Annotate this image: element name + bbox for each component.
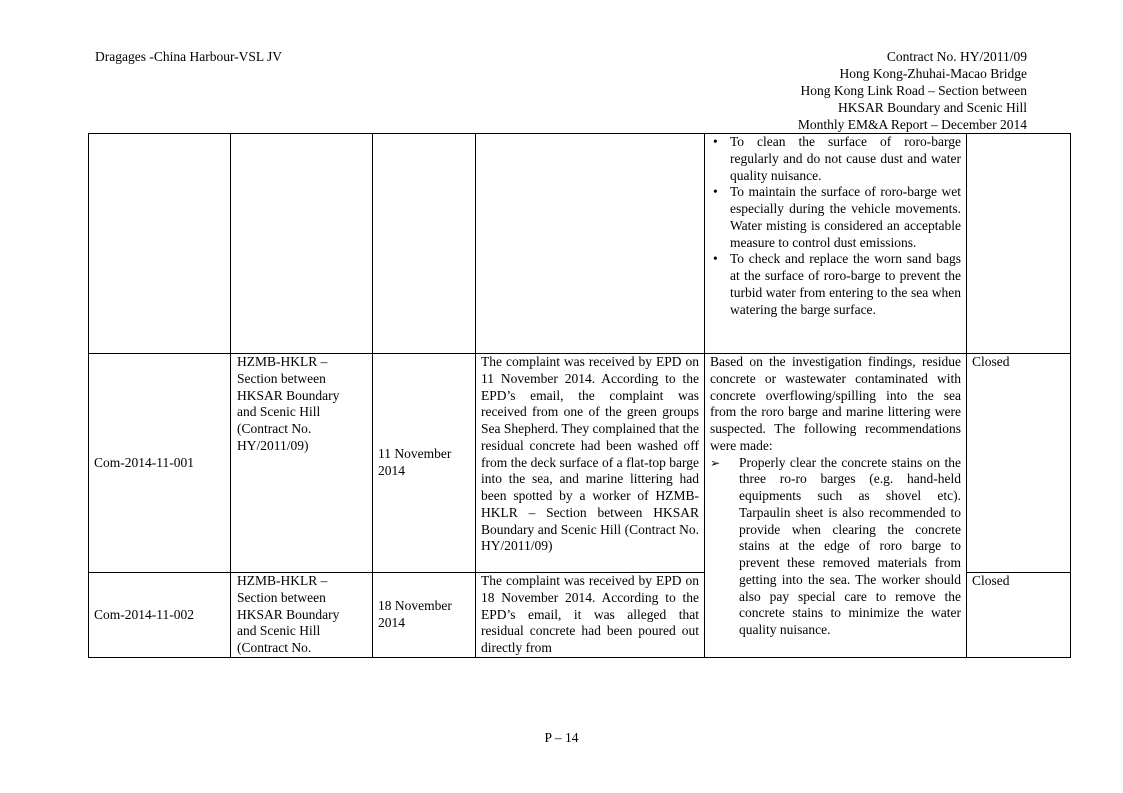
investigation-findings-cell [705,354,967,658]
empty-cell [373,134,476,354]
header-contract-info [798,49,1027,134]
empty-cell [967,134,1071,354]
action-text: To maintain the surface of roro-barge wet especially during the vehicle movements. Water misting is considered an acceptable measure to control dust emissions. [730,184,961,250]
header-contract-number: Contract No. HY/2011/09 [886,49,1027,64]
bullet-icon: • [713,184,718,200]
recommendations-list [710,455,961,639]
header-project-name: Hong Kong-Zhuhai-Macao Bridge [839,65,1027,81]
bullet-icon: • [713,251,718,267]
project-cell: HZMB-HKLR – Section between HKSAR Boundary and Scenic Hill (Contract No. HY/2011/09) [231,354,373,573]
header-section-line2: HKSAR Boundary and Scenic Hill [838,99,1027,115]
description-cell: The complaint was received by EPD on 11 November 2014. According to the EPD’s email, the complaint was received from one of the green groups Sea Shepherd. They complained that the residual concrete had been washed off from the deck surface of a flat-top barge into the sea, and marine littering had been spotted by a worker of HZMB-HKLR – Section between HKSAR Boundary and Scenic Hill (Contract No. HY/2011/09) [476,354,705,573]
complaint-id-cell: Com-2014-11-001 [89,354,231,573]
date-cell: 11 November 2014 [373,354,476,573]
empty-cell [89,134,231,354]
list-item [710,184,961,251]
bullet-icon: • [713,134,718,149]
status-cell: Closed [967,573,1071,658]
arrowhead-bullet-icon: ➢ [710,455,721,470]
list-item [710,251,961,318]
status-cell: Closed [967,354,1071,573]
findings-intro: Based on the investigation findings, residue concrete or wastewater contaminated with concrete overflowing/spilling into the sea from the roro barge and marine littering were suspected. The following recommendations were made: [710,354,961,453]
follow-up-actions-list [710,134,961,318]
date-cell: 18 November 2014 [373,573,476,658]
action-text: To clean the surface of roro-barge regularly and do not cause dust and water quality nuisance. [730,134,961,183]
empty-cell [476,134,705,354]
empty-cell [231,134,373,354]
header-section-line1: Hong Kong Link Road – Section between [800,82,1027,98]
recommendation-text: Properly clear the concrete stains on the three ro-ro barges (e.g. hand-held equipments such as shovel etc). Tarpaulin sheet is also recommended to provide when clearing the concrete stains at the edge of roro barge to prevent these removed materials from getting into the sea. The worker should also pay special care to remove the concrete stains to minimize the water quality nuisance. [739,454,961,637]
action-text: To check and replace the worn sand bags at the surface of roro-barge to prevent the turbid water from entering to the sea when watering the barge surface. [730,251,961,317]
description-cell: The complaint was received by EPD on 18 November 2014. According to the EPD’s email, it was alleged that residual concrete had been poured out directly from [476,573,705,658]
complaint-id-cell: Com-2014-11-002 [89,573,231,658]
complaint-log-table [88,133,1071,658]
table-row-continued [89,134,1071,354]
list-item [710,455,961,639]
header-report-title: Monthly EM&A Report – December 2014 [797,116,1027,132]
list-item [710,134,961,184]
follow-up-actions-cell [705,134,967,354]
project-cell: HZMB-HKLR – Section between HKSAR Boundary and Scenic Hill (Contract No. [231,573,373,658]
header-contractor: Dragages -China Harbour-VSL JV [95,49,283,64]
table-row [89,354,1071,573]
page-number: P – 14 [544,730,579,745]
